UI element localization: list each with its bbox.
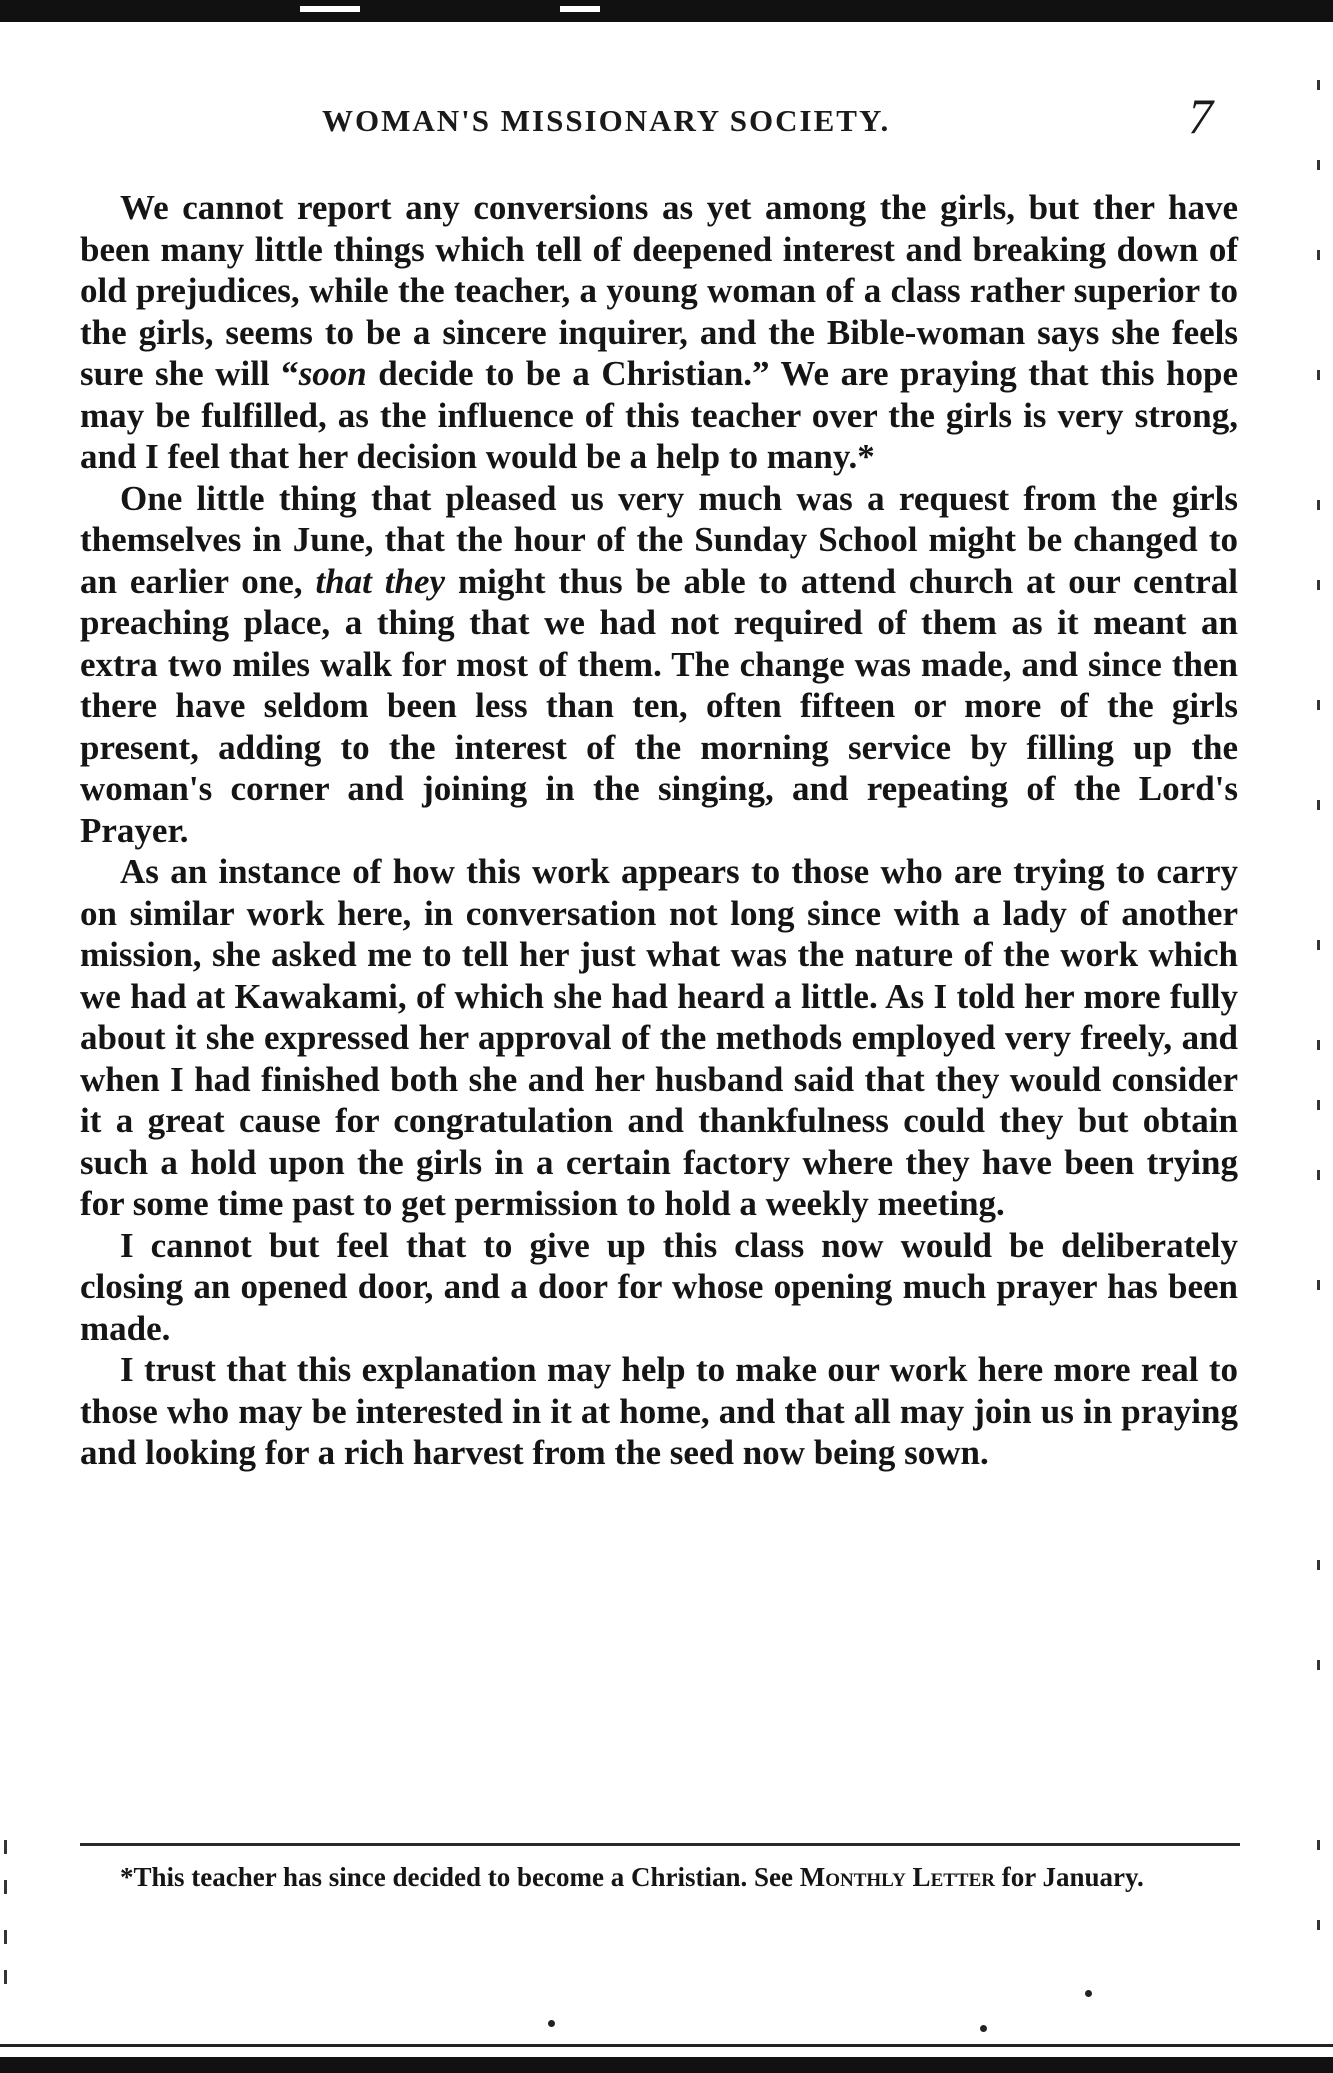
page-header	[80, 88, 1250, 145]
footnote-tail: for January.	[994, 1862, 1144, 1892]
italic-emphasis: soon	[298, 354, 367, 393]
running-head: WOMAN'S MISSIONARY SOCIETY.	[322, 103, 891, 138]
page-number: 7	[1188, 88, 1213, 144]
left-margin-speckle	[4, 1820, 10, 2020]
paragraph: As an instance of how this work appears to those who are trying to carry on similar work here, in conversation not long since with a lady of another mission, she asked me to tell her just what was the nature of the work which we had at Kawakami, of which she had heard a little. As I told her more fully about it she expressed her approval of the methods employed very freely, and when I had finished both she and her husband said that they would consider it a great cause for congratulation and thankfulness could they but obtain such a hold upon the girls in a certain factory where they have been trying for some time past to get permission to hold a weekly meeting.	[80, 852, 1238, 1223]
right-margin-speckle	[1313, 40, 1327, 2020]
paragraph	[80, 187, 1238, 478]
top-border-rule	[0, 0, 1333, 22]
rule-gap	[300, 6, 360, 12]
footnote	[80, 1860, 1240, 1894]
footnote-smallcaps: Monthly Letter	[799, 1862, 995, 1892]
speck	[548, 2020, 555, 2027]
paragraph-text: decide to be a Christian.” We are praying that this hope may be fulfilled, as the influence of this teacher over the girls is very strong, and I feel that her decision would be a help to many.*	[80, 354, 1239, 476]
paragraph-text: might thus be able to attend church at our central preaching place, a thing that we had not required of them as it meant an extra two miles walk for most of them. The change was made, and since then there have seldom been less than ten, often fifteen or more of the girls present, adding to the interest of the morning service by filling up the woman's corner and joining in the singing, and repeating of the Lord's Prayer.	[80, 561, 1239, 850]
rule-gap	[560, 6, 600, 12]
article-body	[80, 187, 1238, 1474]
paragraph: I trust that this explanation may help to make our work here more real to those who may be interested in it at home, and that all may join us in praying and looking for a rich harvest from the seed now being sown.	[80, 1350, 1238, 1472]
footnote-text	[80, 1860, 1240, 1894]
footnote-divider	[80, 1843, 1240, 1846]
bottom-border-thin	[0, 2044, 1333, 2047]
speck	[980, 2025, 987, 2032]
paragraph: I cannot but feel that to give up this class now would be deliberately closing an opened door, and a door for whose opening much prayer has been made.	[80, 1225, 1238, 1348]
footnote-body: *This teacher has since decided to become a Christian. See	[120, 1862, 800, 1892]
paragraph-text: We cannot report any conversions as yet among the girls, but ther have been many little things which tell of deepened interest and breaking down of old prejudices, while the teacher, a young woman of a class rather superior to the girls, seems to be a sincere inquirer, and the Bible-woman says she feels sure she will “	[80, 188, 1238, 393]
bottom-border-rule	[0, 2057, 1333, 2073]
speck	[1085, 1990, 1092, 1997]
italic-emphasis: that they	[315, 561, 446, 601]
paragraph-text: One little thing that pleased us very much was a request from the girls themselves in June, that the hour of the Sunday School might be changed to an earlier one,	[80, 478, 1238, 601]
paragraph	[80, 478, 1238, 852]
